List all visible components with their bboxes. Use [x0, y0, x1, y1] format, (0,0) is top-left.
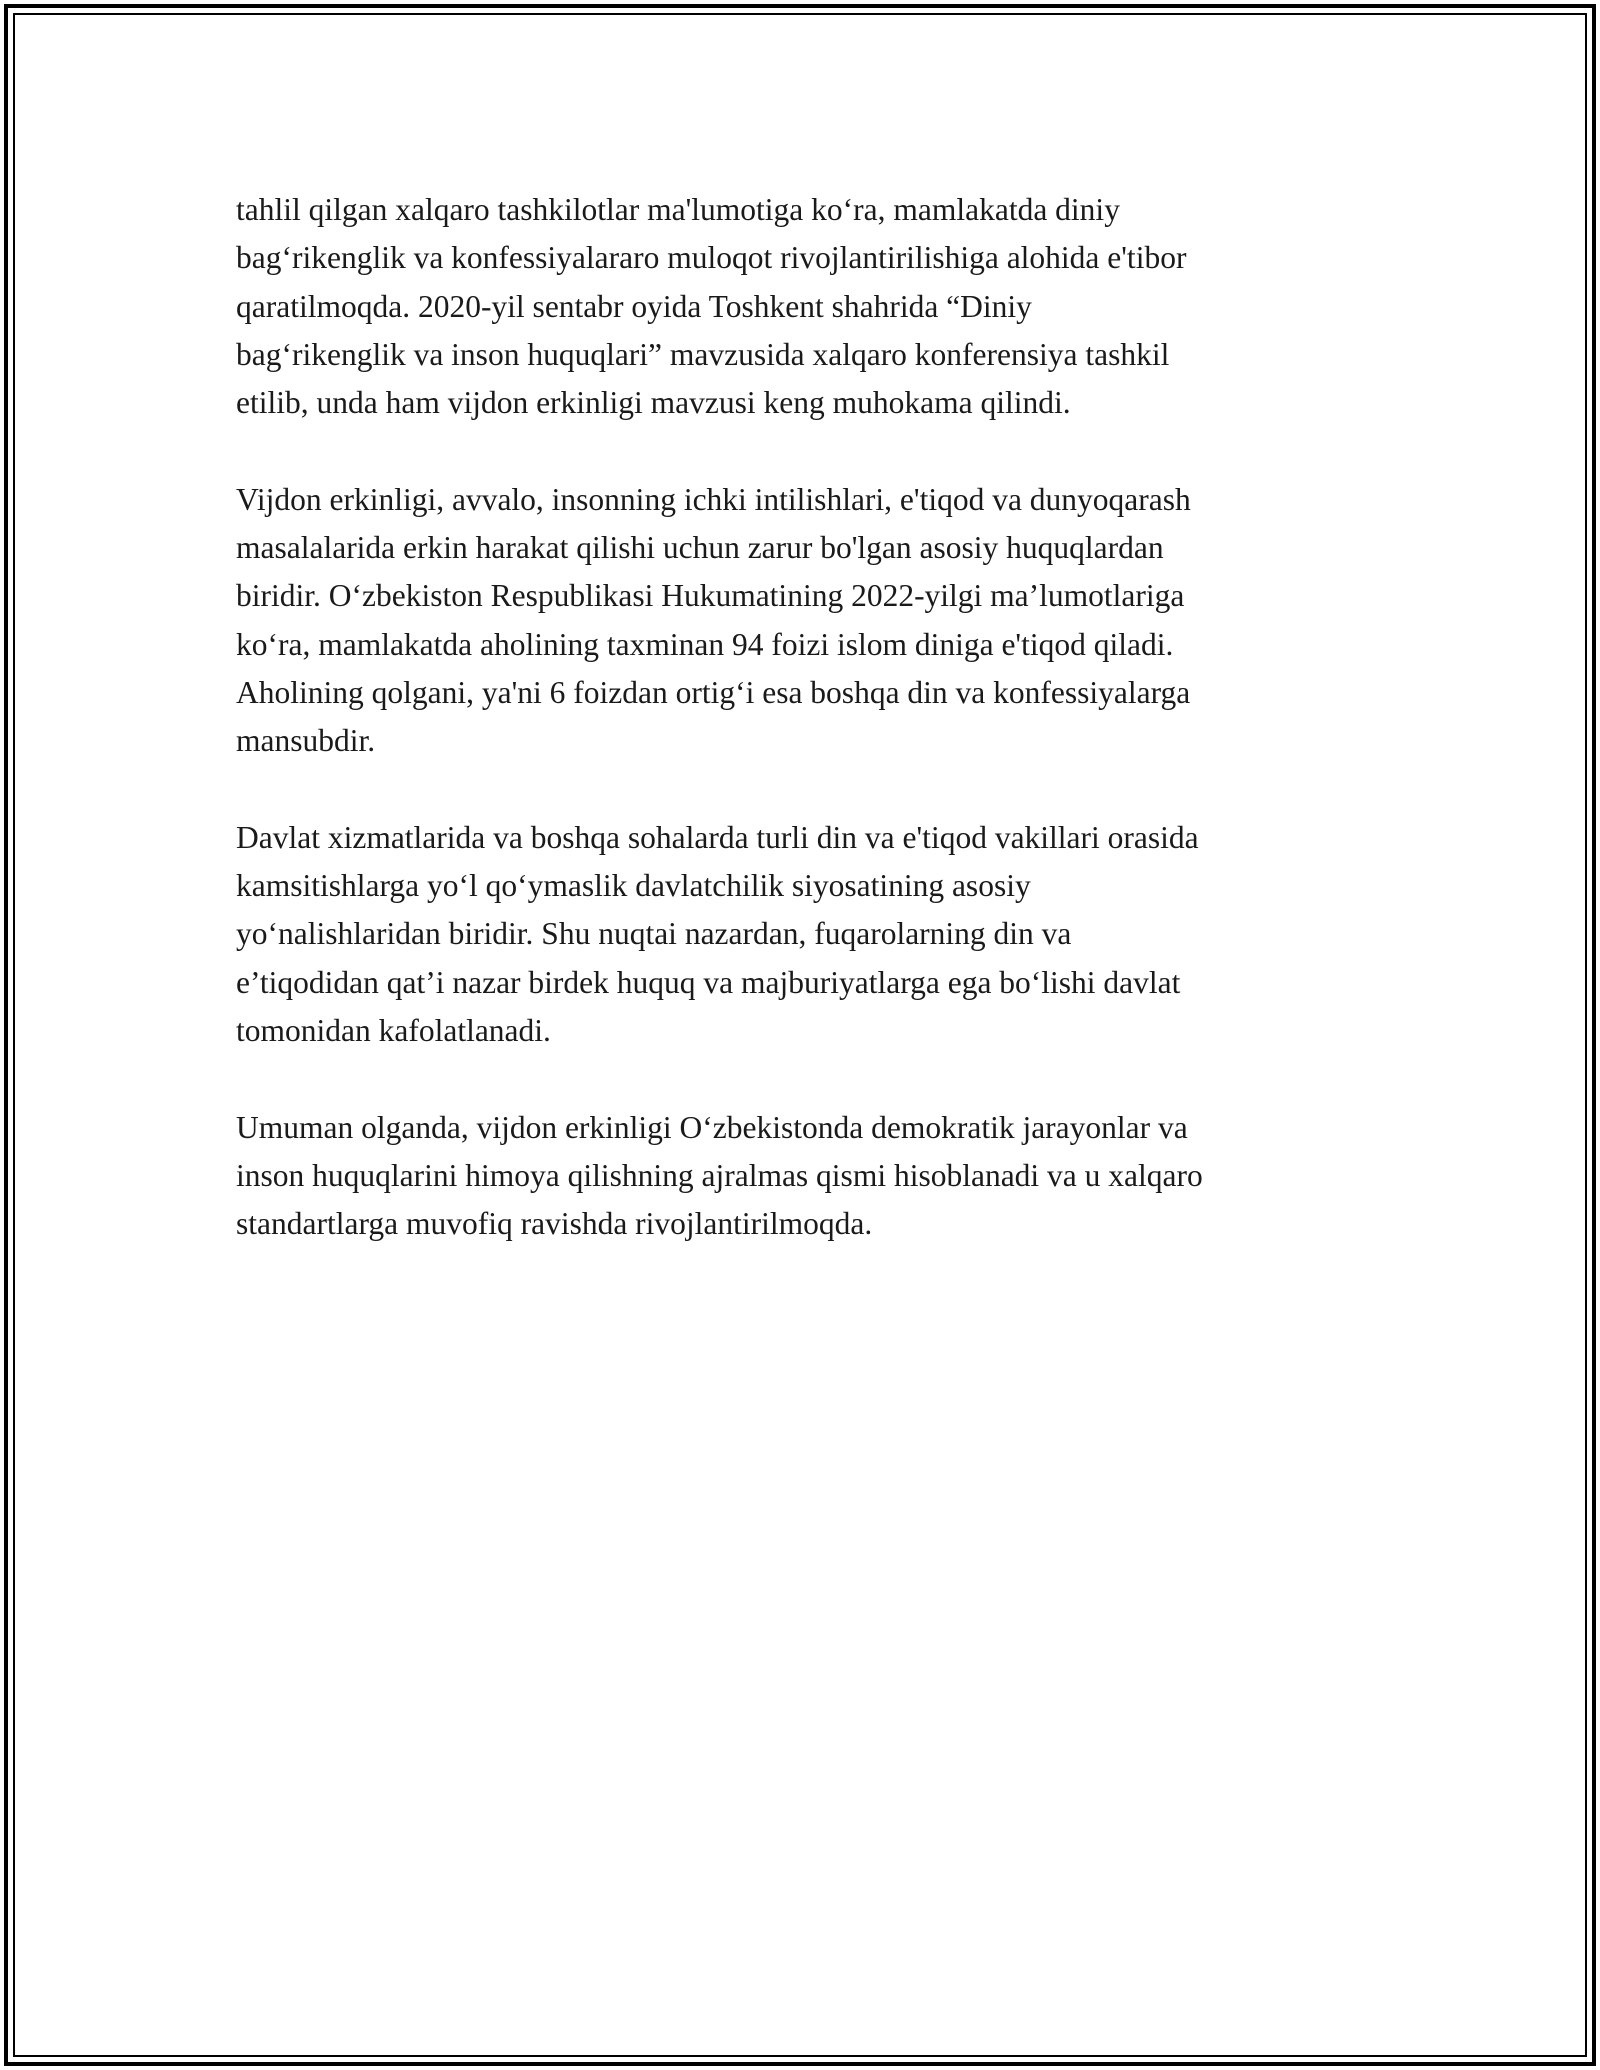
- text-line: yo‘nalishlaridan biridir. Shu nuqtai nazardan, fuqarolarning din va: [236, 916, 1072, 952]
- paragraph: [236, 476, 1386, 766]
- text-line: tahlil qilgan xalqaro tashkilotlar ma'lumotiga ko‘ra, mamlakatda diniy: [236, 192, 1120, 227]
- text-line: qaratilmoqda. 2020-yil sentabr oyida Toshkent shahrida “Diniy: [236, 288, 1032, 324]
- paragraph: [236, 186, 1386, 427]
- document-body: [236, 186, 1386, 1297]
- text-line: Umuman olganda, vijdon erkinligi O‘zbekistonda demokratik jarayonlar va: [236, 1109, 1188, 1145]
- text-line: mansubdir.: [236, 723, 376, 759]
- text-line: e’tiqodidan qat’i nazar birdek huquq va majburiyatlarga ega bo‘lishi davlat: [236, 964, 1181, 1000]
- text-line: Aholining qolgani, ya'ni 6 foizdan ortig‘i esa boshqa din va konfessiyalarga: [236, 674, 1191, 710]
- text-line: Davlat xizmatlarida va boshqa sohalarda turli din va e'tiqod vakillari orasida: [236, 819, 1199, 855]
- text-line: ko‘ra, mamlakatda aholining taxminan 94 foizi islom diniga e'tiqod qiladi.: [236, 626, 1174, 662]
- text-line: standartlarga muvofiq ravishda rivojlantirilmoqda.: [236, 1206, 873, 1242]
- text-line: masalalarida erkin harakat qilishi uchun zarur bo'lgan asosiy huquqlardan: [236, 530, 1164, 566]
- text-line: inson huquqlarini himoya qilishning ajralmas qismi hisoblanadi va u xalqaro: [236, 1157, 1203, 1193]
- text-line: etilib, unda ham vijdon erkinligi mavzusi keng muhokama qilindi.: [236, 385, 1071, 421]
- text-line: biridir. O‘zbekiston Respublikasi Hukumatining 2022-yilgi ma’lumotlariga: [236, 578, 1185, 614]
- paragraph: [236, 1104, 1386, 1249]
- paragraph: [236, 814, 1386, 1055]
- text-line: bag‘rikenglik va inson huquqlari” mavzusida xalqaro konferensiya tashkil: [236, 336, 1170, 372]
- text-line: Vijdon erkinligi, avvalo, insonning ichki intilishlari, e'tiqod va dunyoqarash: [236, 481, 1191, 517]
- text-line: tomonidan kafolatlanadi.: [236, 1013, 551, 1049]
- text-line: kamsitishlarga yo‘l qo‘ymaslik davlatchilik siyosatining asosiy: [236, 868, 1031, 904]
- text-line: bag‘rikenglik va konfessiyalararo muloqot rivojlantirilishiga alohida e'tibor: [236, 240, 1187, 276]
